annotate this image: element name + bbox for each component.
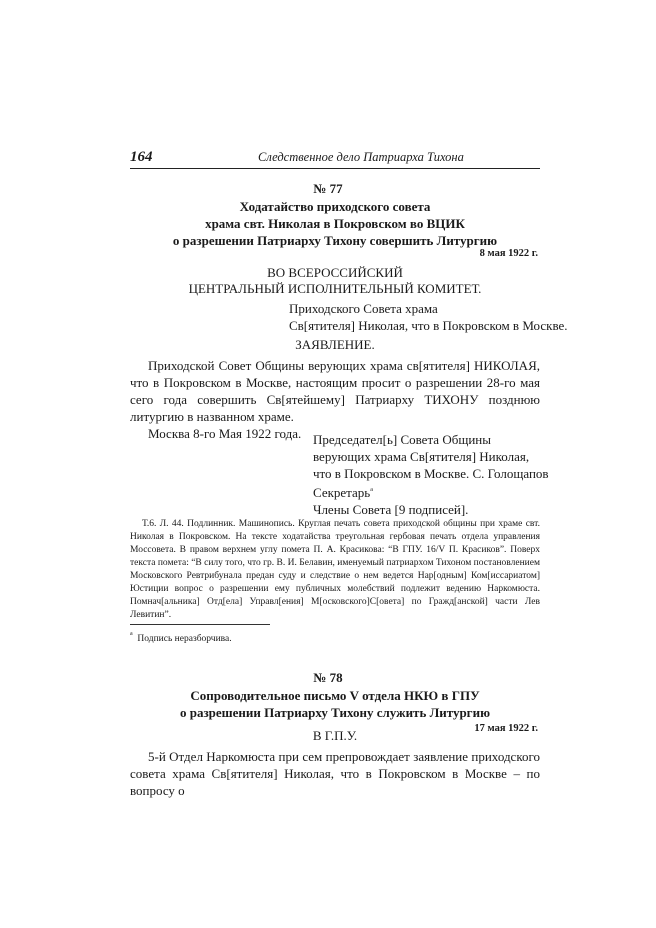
- secretary-label: Секретарь: [313, 485, 371, 500]
- document-number: № 78: [313, 670, 343, 685]
- sender-line: Приходского Совета храма: [289, 301, 438, 316]
- footnote-text: Подпись неразборчива.: [137, 634, 232, 644]
- sender-block: [289, 300, 568, 334]
- signature-line: верующих храма Св[ятителя] Николая,: [313, 449, 530, 464]
- title-line: храма свт. Николая в Покровском во ВЦИК: [205, 216, 465, 231]
- members-line: Члены Совета [9 подписей].: [313, 502, 469, 517]
- addressee-line: ВО ВСЕРОССИЙСКИЙ: [267, 265, 403, 280]
- page-number: 164: [130, 149, 153, 165]
- title-line: Сопроводительное письмо V отдела НКЮ в ГПУ: [190, 688, 480, 703]
- archival-note: Т.6. Л. 44. Подлинник. Машинопись. Круглая печать совета приходской общины при храме свт. Николая в Покровском. На тексте ходатайства треугольная гербовая печать отдела управления Моссовета. В правом верхнем углу помета П. А. Красикова: “В ГПУ. 16/V П. Красиков”. Поверх текста помета: “В силу того, что гр. В. И. Белавин, именуемый патриархом Тихоном постановлением Московского Ревтрибунала предан суду и следствие о нем ведется Нар[одным] Ком[иссариатом] Юстиции вопрос о разрешении ему публичных молебствий подлежит ведению Наркомюста. Помнач[альника] Отд[ела] Управл[ения] М[осковского]С[овета] по Гражд[анской] части Лев Левитин”.: [130, 519, 540, 620]
- addressee-line: ЦЕНТРАЛЬНЫЙ ИСПОЛНИТЕЛЬНЫЙ КОМИТЕТ.: [188, 281, 482, 296]
- footnote-marker: а: [370, 487, 373, 493]
- document-title: [130, 687, 540, 721]
- header-rule: [130, 168, 540, 169]
- document-number: № 77: [313, 181, 343, 196]
- document-date: 8 мая 1922 г.: [479, 248, 538, 259]
- signature-line: Председател[ь] Совета Общины: [313, 432, 491, 447]
- addressee: [130, 265, 540, 297]
- addressee: В Г.П.У.: [312, 728, 358, 743]
- sender-line: Св[ятителя] Николая, что в Покровском в Москве.: [289, 318, 568, 333]
- footnote-rule: [130, 624, 270, 625]
- secretary-line: [313, 482, 549, 501]
- statement-heading: ЗАЯВЛЕНИЕ.: [295, 337, 375, 352]
- signature-block: [313, 431, 549, 518]
- title-line: Ходатайство приходского совета: [239, 199, 431, 214]
- running-title: Следственное дело Патриарха Тихона: [258, 150, 464, 164]
- place-date: Москва 8-го Мая 1922 года.: [148, 426, 302, 441]
- body-paragraph: 5-й Отдел Наркомюста при сем препровождает заявление приходского совета храма Св[ятителя] Николая, что в Покровском в Москве – по вопросу о: [130, 749, 540, 798]
- footnote: [130, 631, 232, 644]
- title-line: о разрешении Патриарху Тихону совершить Литургию: [172, 233, 498, 248]
- footnote-marker: а: [130, 631, 133, 637]
- document-date: 17 мая 1922 г.: [474, 723, 538, 734]
- title-line: о разрешении Патриарху Тихону служить Литургию: [179, 705, 491, 720]
- signature-line: что в Покровском в Москве. С. Голощапов: [313, 466, 549, 481]
- body-paragraph: Приходской Совет Общины верующих храма св[ятителя] НИКОЛАЯ, что в Покровском в Москве, настоящим просит о разрешении 28-го мая сего года совершить Св[ятейшему] Патриарху ТИХОНУ позднюю литургию в названном храме.: [130, 358, 540, 424]
- document-title: [130, 198, 540, 249]
